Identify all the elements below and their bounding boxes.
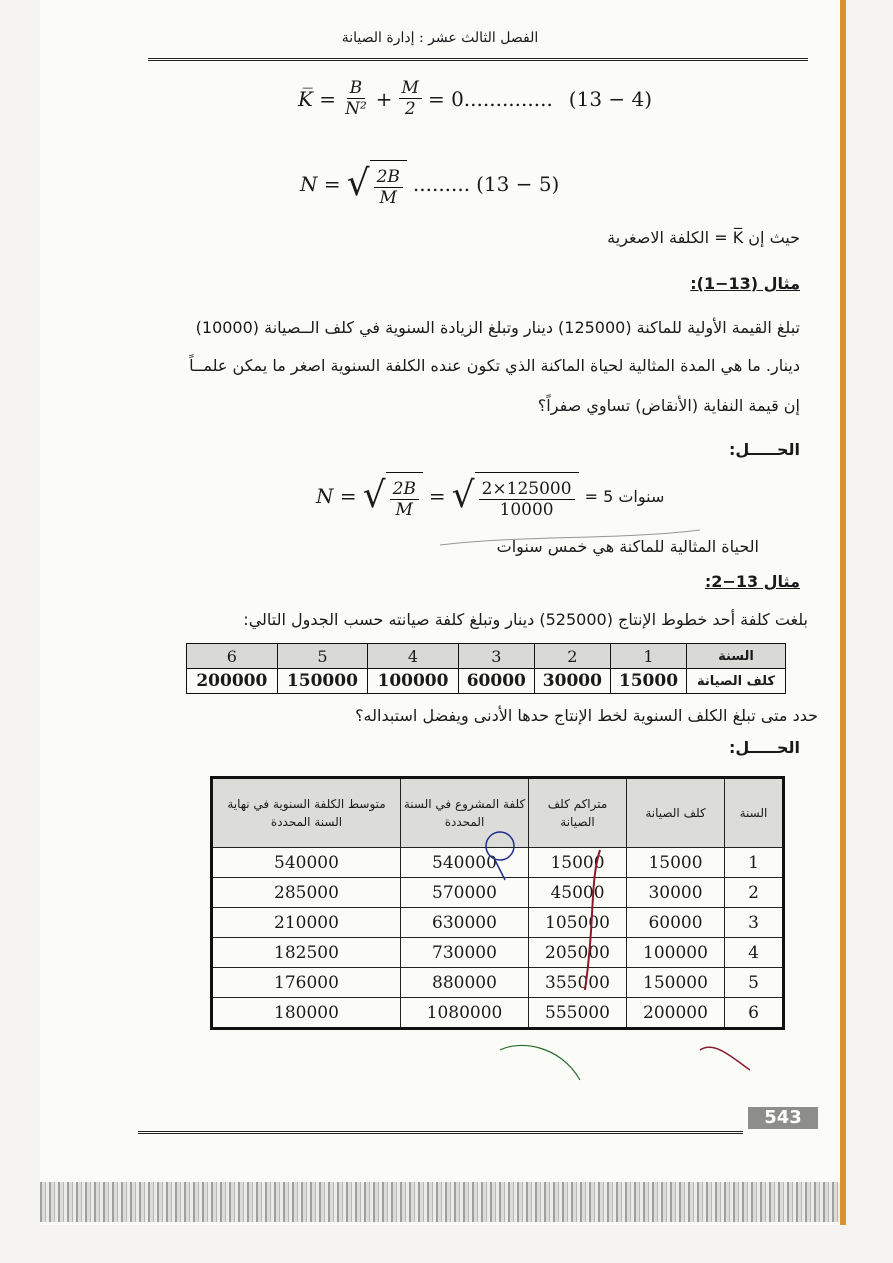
example2-intro: بلغت كلفة أحد خطوط الإنتاج (525000) دينار وتبلغ كلفة صيانته حسب الجدول التالي: xyxy=(243,610,808,629)
table2-cell: 880000 xyxy=(401,968,529,998)
table2-cell: 730000 xyxy=(401,938,529,968)
example2-title: مثال 13−2: xyxy=(704,572,800,591)
table2-cell: 540000 xyxy=(212,848,401,878)
chapter-header: الفصل الثالث عشر : إدارة الصيانة xyxy=(341,30,539,46)
table2-cell: 15000 xyxy=(627,848,725,878)
eq2-lhs: N = xyxy=(300,172,341,196)
table2-cell: 180000 xyxy=(212,998,401,1029)
table2-cell: 210000 xyxy=(212,908,401,938)
table2-cell: 630000 xyxy=(401,908,529,938)
green-note-mark xyxy=(500,1045,580,1080)
table1-header-year: السنة xyxy=(687,644,786,669)
table2-cell: 182500 xyxy=(212,938,401,968)
calc-den2: 10000 xyxy=(499,500,554,520)
red-note-mark xyxy=(700,1047,750,1070)
eq1-label: (13 − 4) xyxy=(568,86,653,111)
eq1-rhs: = 0.............. xyxy=(427,86,553,111)
table2-header-cumulative: متراكم كلف الصيانة xyxy=(529,778,627,848)
table1-cost: 200000 xyxy=(187,669,278,694)
calc-lhs: N = xyxy=(316,484,357,508)
page-number: 543 xyxy=(748,1107,818,1129)
table2-cell: 45000 xyxy=(529,878,627,908)
table2-cell: 540000 xyxy=(401,848,529,878)
table2-cell: 150000 xyxy=(627,968,725,998)
table1-year: 5 xyxy=(277,644,368,669)
table1-cost: 30000 xyxy=(534,669,610,694)
eq2-dots: ......... xyxy=(412,172,471,196)
calc-result: = 5 سنوات xyxy=(584,486,665,506)
table2-cell: 6 xyxy=(725,998,784,1029)
table2-cell: 5 xyxy=(725,968,784,998)
sqrt-symbol: √ xyxy=(451,475,475,516)
table1-year: 3 xyxy=(458,644,534,669)
example2-question: حدد متى تبلغ الكلف السنوية لخط الإنتاج حدها الأدنى ويفضل استبداله؟ xyxy=(355,706,818,725)
sqrt-symbol: √ xyxy=(362,475,386,516)
table2-cell: 105000 xyxy=(529,908,627,938)
red-scribble-mark xyxy=(585,850,600,990)
example1-line-3: إن قيمة النفاية (الأنقاض) تساوي صفراً؟ xyxy=(537,396,800,415)
blue-circle-mark xyxy=(486,832,514,860)
table2-cell: 285000 xyxy=(212,878,401,908)
eq1-den-2: 2 xyxy=(404,99,416,119)
table2-cell: 30000 xyxy=(627,878,725,908)
table1-cost: 60000 xyxy=(458,669,534,694)
pencil-scribble-mark xyxy=(440,530,700,545)
table2-header-project-cost: كلفة المشروع في السنة المحددة xyxy=(401,778,529,848)
table2-cell: 4 xyxy=(725,938,784,968)
table2-cell: 570000 xyxy=(401,878,529,908)
eq2-den: M xyxy=(379,188,397,208)
table1-cost: 150000 xyxy=(277,669,368,694)
table1-header-cost: كلف الصيانة xyxy=(687,669,786,694)
footer-rule xyxy=(138,1131,743,1134)
eq2-label: (13 − 5) xyxy=(476,172,560,196)
eq1-num-b: B xyxy=(347,78,366,99)
table2-cell: 1080000 xyxy=(401,998,529,1029)
example1-line-2: دينار. ما هي المدة المثالية لحياة الماكنة الذي تكون عنده الكلفة السنوية اصغر ما يمكن علمــاً xyxy=(189,356,800,375)
eq1-den-n2: N² xyxy=(345,99,367,119)
table2-cell: 200000 xyxy=(627,998,725,1029)
table2-cell: 1 xyxy=(725,848,784,878)
table1-year: 1 xyxy=(610,644,686,669)
example1-solution-label: الحـــــل: xyxy=(728,440,800,459)
eq1-plus: + xyxy=(375,86,393,111)
table2-cell: 60000 xyxy=(627,908,725,938)
table1-year: 4 xyxy=(368,644,459,669)
table2-cell: 15000 xyxy=(529,848,627,878)
table2-cell: 176000 xyxy=(212,968,401,998)
eq1-num-m: M xyxy=(399,78,422,99)
table2-cell: 100000 xyxy=(627,938,725,968)
table1-year: 2 xyxy=(534,644,610,669)
blue-arrow-mark xyxy=(495,860,505,880)
sqrt-symbol: √ xyxy=(346,163,370,204)
scan-edge-noise xyxy=(40,1182,840,1222)
table2-cell: 555000 xyxy=(529,998,627,1029)
table2-cell: 3 xyxy=(725,908,784,938)
table1-cost: 15000 xyxy=(610,669,686,694)
example1-title: مثال (13−1): xyxy=(690,274,800,293)
table1-year: 6 xyxy=(187,644,278,669)
eq2-num: 2B xyxy=(374,167,403,188)
calc-num2: 2×125000 xyxy=(479,479,575,500)
table2-cell: 355000 xyxy=(529,968,627,998)
table2-cell: 2 xyxy=(725,878,784,908)
example1-line-1: تبلغ القيمة الأولية للماكنة (125000) دينار وتبلغ الزيادة السنوية في كلف الــصيانة (10000) xyxy=(195,318,800,337)
eq1-lhs: K̅ = xyxy=(298,86,337,111)
calc-equals: = xyxy=(428,484,446,508)
calc-den1: M xyxy=(395,500,413,520)
table2-cell: 205000 xyxy=(529,938,627,968)
table1-cost: 100000 xyxy=(368,669,459,694)
table2-header-average: متوسط الكلفة السنوية في نهاية السنة المحددة xyxy=(212,778,401,848)
example1-conclusion: الحياة المثالية للماكنة هي خمس سنوات xyxy=(496,537,759,556)
table2-header-year: السنة xyxy=(725,778,784,848)
example2-solution-label: الحـــــل: xyxy=(728,738,800,757)
table2-header-maintenance: كلف الصيانة xyxy=(627,778,725,848)
definition-text: حيث إن K̅ = الكلفة الاصغرية xyxy=(607,228,800,247)
calc-num1: 2B xyxy=(390,479,419,500)
